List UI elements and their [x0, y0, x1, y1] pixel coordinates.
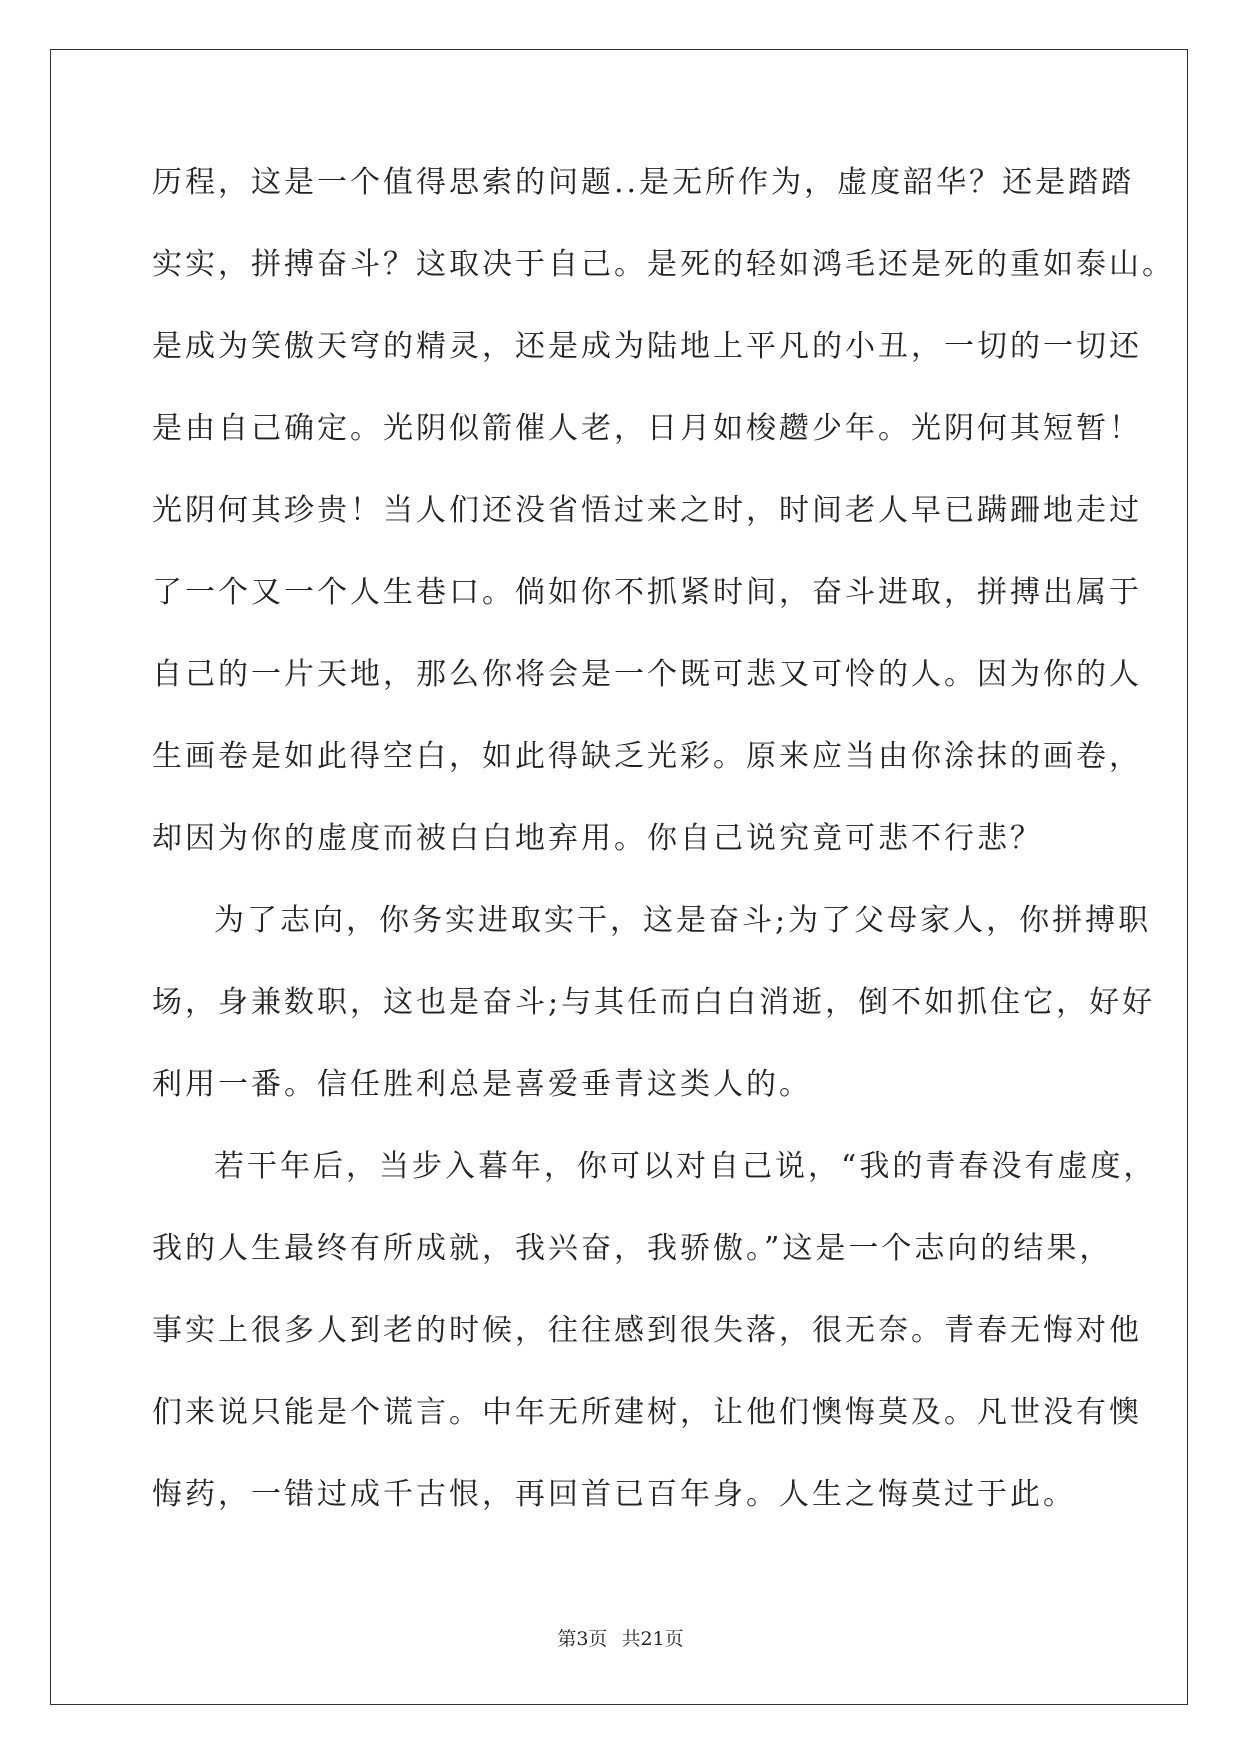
paragraph-first-line: 为了志向，你务实进取实干，这是奋斗;为了父母家人，你拼搏职	[214, 903, 1152, 938]
text-line: 事实上很多人到老的时候，往往感到很失落，很无奈。青春无悔对他	[152, 1313, 1142, 1348]
text-line: 实实，拼搏奋斗？这取决于自己。是死的轻如鸿毛还是死的重如泰山。	[152, 247, 1175, 282]
text-line: 场，身兼数职，这也是奋斗;与其任而白白消逝，倒不如抓住它，好好	[152, 985, 1156, 1020]
text-line: 生画卷是如此得空白，如此得缺乏光彩。原来应当由你涂抹的画卷，	[152, 739, 1142, 774]
text-line: 利用一番。信任胜利总是喜爱垂青这类人的。	[152, 1067, 812, 1102]
document-body	[152, 162, 1175, 1556]
text-line: 光阴何其珍贵！当人们还没省悟过来之时，时间老人早已蹒跚地走过	[152, 493, 1142, 528]
paragraph-first-line: 若干年后，当步入暮年，你可以对自己说，“我的青春没有虚度，	[214, 1149, 1157, 1184]
text-line: 历程，这是一个值得思索的问题..是无所作为，虚度韶华？还是踏踏	[152, 165, 1135, 200]
text-line: 们来说只能是个谎言。中年无所建树，让他们懊悔莫及。凡世没有懊	[152, 1395, 1142, 1430]
text-line: 自己的一片天地，那么你将会是一个既可悲又可怜的人。因为你的人	[152, 657, 1142, 692]
text-line: 我的人生最终有所成就，我兴奋，我骄傲。”这是一个志向的结果，	[152, 1231, 1113, 1266]
text-line: 却因为你的虚度而被白白地弃用。你自己说究竟可悲不行悲？	[152, 821, 1043, 856]
text-line: 是由自己确定。光阴似箭催人老，日月如梭趱少年。光阴何其短暂！	[152, 411, 1142, 446]
text-line: 悔药，一错过成千古恨，再回首已百年身。人生之悔莫过于此。	[152, 1477, 1076, 1512]
page-footer	[0, 1624, 1241, 1651]
text-line: 是成为笑傲天穹的精灵，还是成为陆地上平凡的小丑，一切的一切还	[152, 329, 1142, 364]
text-line: 了一个又一个人生巷口。倘如你不抓紧时间，奋斗进取，拼搏出属于	[152, 575, 1142, 610]
page-total: 共21页	[621, 1628, 684, 1650]
page-number: 第3页	[557, 1628, 608, 1650]
